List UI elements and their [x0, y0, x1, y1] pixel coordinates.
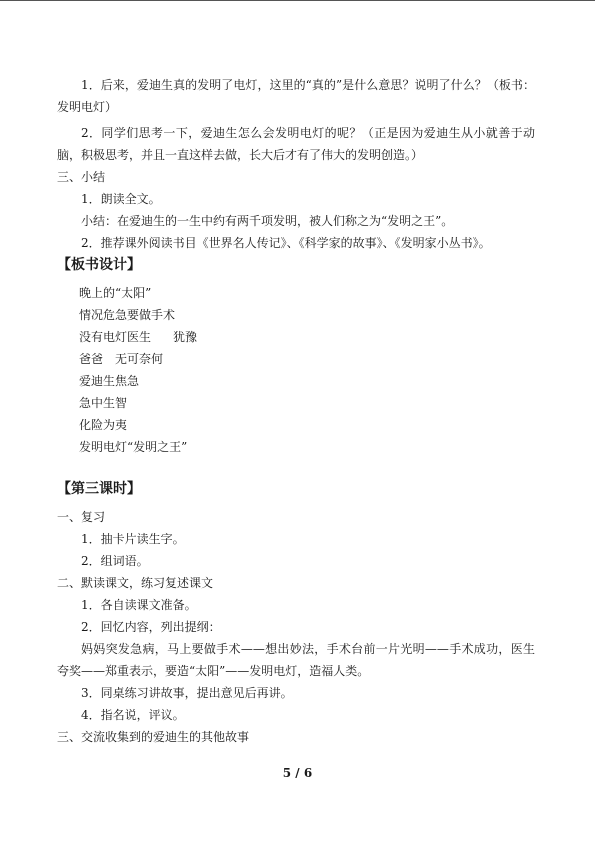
summary-item-1: 1．朗读全文。	[81, 192, 161, 206]
board-line: 急中生智	[79, 396, 128, 410]
board-line-right: 无可奈何	[115, 352, 164, 366]
retell-item-3: 3．同桌练习讲故事，提出意见后再讲。	[81, 686, 293, 700]
summary-text: 小结：在爱迪生的一生中约有两千项发明，被人们称之为“发明之王”。	[81, 214, 454, 228]
summary-item-2: 2．推荐课外阅读书目《世界名人传记》、《科学家的故事》、《发明家小丛书》。	[81, 236, 491, 250]
board-line-right: 犹豫	[173, 330, 198, 344]
page-body	[57, 74, 535, 748]
heading-retell: 二、默读课文，练习复述课文	[57, 576, 214, 590]
retell-outline: 妈妈突发急病，马上要做手术——想出妙法，手术台前一片光明——手术成功，医生夸奖——郑重表示，要造“太阳”——发明电灯，造福人类。	[57, 642, 535, 678]
retell-item-1: 1．各自读课文准备。	[81, 598, 197, 612]
review-item-2: 2．组词语。	[81, 554, 149, 568]
board-line-left: 爸爸	[79, 352, 104, 366]
heading-share-stories: 三、交流收集到的爱迪生的其他故事	[57, 730, 250, 744]
heading-summary: 三、小结	[57, 170, 106, 184]
heading-review: 一、复习	[57, 510, 106, 524]
board-design-title: 【板书设计】	[57, 257, 141, 273]
retell-item-2: 2．回忆内容，列出提纲：	[81, 620, 221, 634]
board-line: 化险为夷	[79, 418, 128, 432]
paragraph-q1: 1．后来，爱迪生真的发明了电灯，这里的“真的”是什么意思？说明了什么？（板书：发明电灯）	[57, 78, 535, 114]
page-number: 5 / 6	[282, 766, 313, 780]
paragraph-q2: 2．同学们思考一下，爱迪生怎么会发明电灯的呢？（正是因为爱迪生从小就善于动脑，积极思考，并且一直这样去做，长大后才有了伟大的发明创造。）	[57, 126, 535, 162]
board-design	[57, 282, 535, 458]
board-line: 情况危急要做手术	[79, 308, 176, 322]
board-line: 爱迪生焦急	[79, 374, 140, 388]
board-line-left: 没有电灯医生	[79, 330, 152, 344]
board-line	[57, 326, 535, 348]
board-line	[57, 348, 535, 370]
board-line: 晚上的“太阳”	[79, 286, 152, 300]
retell-item-4: 4．指名说，评议。	[81, 708, 185, 722]
review-item-1: 1．抽卡片读生字。	[81, 532, 185, 546]
header-rule	[0, 0, 595, 1]
board-line: 发明电灯“发明之王”	[79, 440, 188, 454]
lesson3-title: 【第三课时】	[57, 481, 141, 497]
